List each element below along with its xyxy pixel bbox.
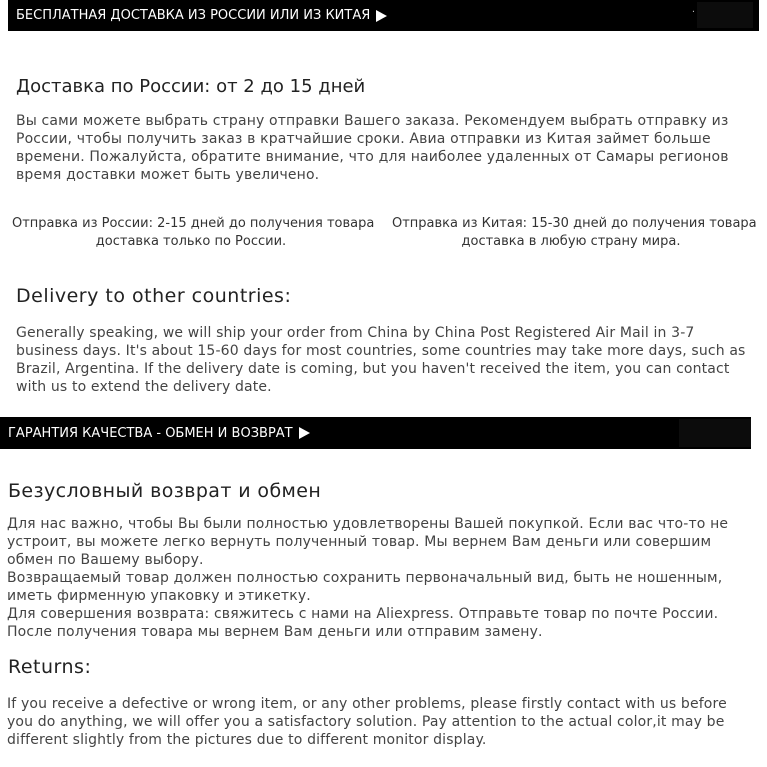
decorative-mark: · [691,7,695,18]
quality-banner [0,417,751,449]
return-exchange-heading: Безусловный возврат и обмен [8,480,322,502]
russia-delivery-text [16,112,756,184]
other-countries-paragraph: Generally speaking, we will ship your order from China by China Post Registered Air Mail in 3-7 business days. It's about 15-60 days for most countries, some countries may take more days, such as Brazil, Argentina. If the delivery date is coming, but you haven't received the item, you can contact with us to extend the delivery date. [16,325,746,395]
return-paragraph-4: После получения товара мы вернем Вам деньги или отправим замену. [7,624,543,640]
returns-heading: Returns: [8,656,92,678]
returns-text [7,695,757,749]
return-paragraph-3: Для совершения возврата: свяжитесь с нами на Aliexpress. Отправьте товар по почте России. [7,606,719,622]
shipping-banner-title: БЕСПЛАТНАЯ ДОСТАВКА ИЗ РОССИИ ИЛИ ИЗ КИТАЯ [16,8,371,23]
russia-delivery-paragraph: Вы сами можете выбрать страну отправки Вашего заказа. Рекомендуем выбрать отправку из России, чтобы получить заказ в кратчайшие сроки. Авиа отправки из Китая займет больше времени. Пожалуйста, обратите внимание, что для наиболее удаленных от Самары регионов время доставки может быть увеличено. [16,113,729,183]
ship-from-russia-line2: доставка только по России. [95,234,287,249]
returns-paragraph: If you receive a defective or wrong item, or any other problems, please firstly contact with us before you do anything, we will offer you a satisfactory solution. Pay attention to the actual color,it may be different slightly from the pictures due to different monitor display. [7,696,727,748]
shipping-banner [8,0,759,31]
ship-from-china-line2: доставка в любую страну мира. [461,234,681,249]
other-countries-heading: Delivery to other countries: [16,285,292,307]
banner-dark-block [697,2,753,28]
ship-from-china [392,215,757,251]
other-countries-text [16,324,756,396]
quality-banner-title: ГАРАНТИЯ КАЧЕСТВА - ОБМЕН И ВОЗВРАТ [8,425,293,441]
russia-delivery-heading: Доставка по России: от 2 до 15 дней [16,76,366,97]
play-arrow-icon [376,10,387,22]
play-arrow-icon [299,427,310,439]
ship-from-china-line1: Отправка из Китая: 15-30 дней до получения товара [392,216,757,231]
return-paragraph-1: Для нас важно, чтобы Вы были полностью удовлетворены Вашей покупкой. Если вас что-то не устроит, вы можете легко вернуть полученный товар. Мы вернем Вам деньги или совершим обмен по Вашему выбору. [7,516,729,568]
ship-from-russia [12,215,375,251]
return-exchange-text [7,515,757,641]
banner-dark-block [679,419,751,447]
return-paragraph-2: Возвращаемый товар должен полностью сохранить первоначальный вид, быть не ношенным, иметь фирменную упаковку и этикетку. [7,570,723,604]
ship-from-russia-line1: Отправка из России: 2-15 дней до получения товара [12,216,375,231]
